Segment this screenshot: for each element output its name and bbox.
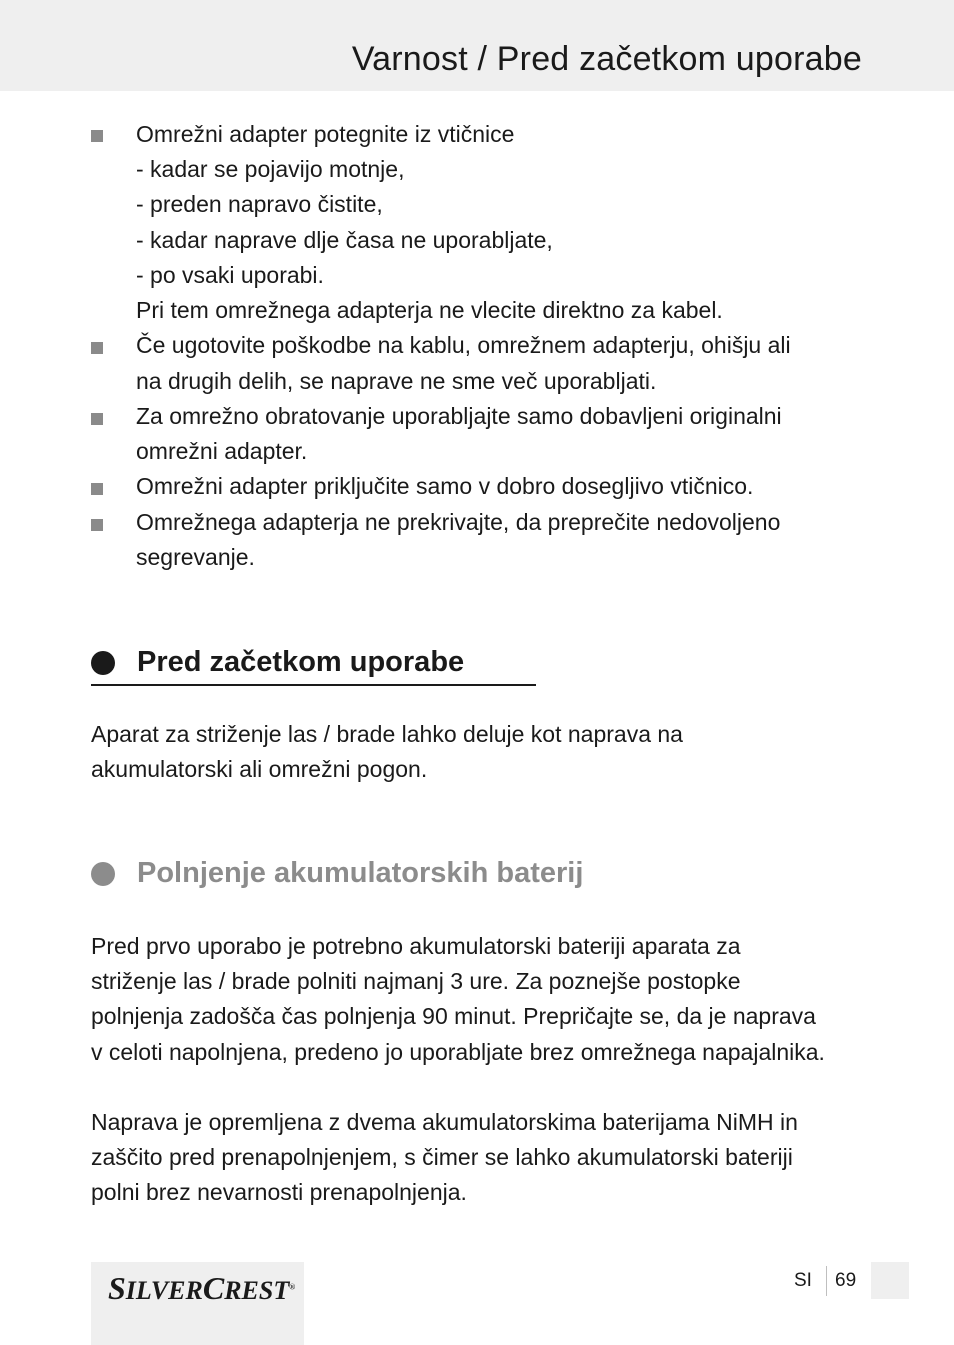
section-title: Pred začetkom uporabe	[137, 646, 465, 678]
charging-paragraph-1	[91, 929, 881, 1070]
bullet-dot-icon	[91, 862, 115, 886]
bullet-line: - kadar naprave dlje časa ne uporabljate,	[136, 227, 553, 253]
footer-tab-marker	[871, 1262, 909, 1299]
bullet-line: segrevanje.	[136, 544, 255, 570]
bullet-square-icon	[91, 519, 103, 531]
paragraph-line: Aparat za striženje las / brade lahko deluje kot naprava na	[91, 721, 683, 747]
bullet-line: Omrežnega adapterja ne prekrivajte, da preprečite nedovoljeno	[136, 509, 781, 535]
bullet-line: - preden napravo čistite,	[136, 191, 383, 217]
page-number: 69	[835, 1270, 857, 1291]
paragraph-line: Naprava je opremljena z dvema akumulatorskima baterijama NiMH in	[91, 1109, 798, 1135]
charging-paragraph-2	[91, 1105, 881, 1211]
paragraph-line: v celoti napolnjena, predeno jo uporabljate brez omrežnega napajalnika.	[91, 1038, 825, 1065]
footer-divider	[826, 1266, 827, 1296]
bullet-line: na drugih delih, se naprave ne sme več uporabljati.	[136, 368, 657, 394]
bullet-line: Za omrežno obratovanje uporabljajte samo dobavljeni originalni	[136, 403, 782, 429]
bullet-line: Pri tem omrežnega adapterja ne vlecite direktno za kabel.	[136, 297, 723, 323]
bullet-dot-icon	[91, 651, 115, 675]
heading-underline	[91, 684, 536, 686]
bullet-square-icon	[91, 413, 103, 425]
language-code: SI	[794, 1270, 812, 1291]
bullet-square-icon	[91, 483, 103, 495]
bullet-line: - kadar se pojavijo motnje,	[136, 156, 405, 182]
paragraph-line: akumulatorski ali omrežni pogon.	[91, 756, 428, 783]
paragraph-line: Pred prvo uporabo je potrebno akumulatorski bateriji aparata za	[91, 933, 741, 959]
bullet-line: Omrežni adapter priključite samo v dobro dosegljivo vtičnico.	[136, 473, 754, 499]
section-title: Polnjenje akumulatorskih baterij	[137, 857, 584, 889]
bullet-line: Če ugotovite poškodbe na kablu, omrežnem adapterju, ohišju ali	[136, 332, 791, 358]
bullet-line: omrežni adapter.	[136, 438, 308, 464]
bullet-square-icon	[91, 342, 103, 354]
paragraph-line: polni brez nevarnosti prenapolnjenja.	[91, 1179, 467, 1206]
bullet-line: Omrežni adapter potegnite iz vtičnice	[136, 121, 515, 147]
silvercrest-logo: SILVERCREST®	[108, 1270, 296, 1306]
page-title: Varnost / Pred začetkom uporabe	[351, 40, 862, 78]
bullet-square-icon	[91, 130, 103, 142]
paragraph-line: polnjenja zadošča čas polnjenja 90 minut. Prepričajte se, da je naprava	[91, 1003, 816, 1030]
intro-paragraph	[91, 717, 881, 787]
paragraph-line: zaščito pred prenapolnjenjem, s čimer se lahko akumulatorski bateriji	[91, 1144, 793, 1171]
paragraph-line: striženje las / brade polniti najmanj 3 ure. Za poznejše postopke	[91, 968, 741, 995]
brand-logo-box	[91, 1262, 304, 1345]
bullet-line: - po vsaki uporabi.	[136, 262, 324, 288]
